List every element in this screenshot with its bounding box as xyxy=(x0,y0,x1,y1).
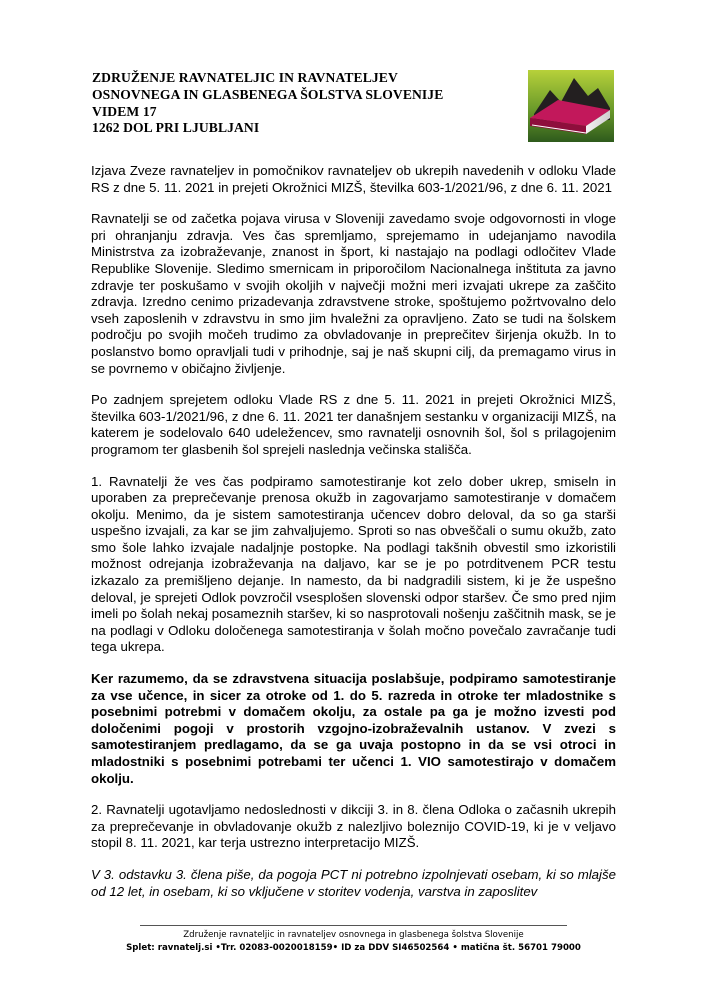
mountain-book-logo-icon xyxy=(528,70,614,142)
point-1-paragraph: 1. Ravnatelji že ves čas podpiramo samotestiranje kot zelo dober ukrep, smiseln in uporaben za preprečevanje prenosa okužb in zagovarjamo samotestiranje v domačem okolju. Menimo, da je sistem samotestiranja učencev dobro deloval, da so ga starši uspešno izvajali, za kar se jim zahvaljujemo. Sproti so nas obveščali o sumu okužb, zato smo šole lahko izvajale nadaljnje postopke. Na podlagi takšnih obvestil smo izkoristili možnost odrejanja izobraževanja na daljavo, kar se je po potrditvenem PCR testu izkazalo za premišljeno dejanje. In namesto, da bi nadgradili sistem, ki je že uspešno deloval, je sprejeti Odlok povzročil vsesplošen slovenski odpor staršev. Če smo pred njim imeli po šolah nekaj posameznih staršev, ki so nasprotovali nošenju zaščitnih mask, se je na podlagi v Odloku določenega samotestiranja v šolah močno povečalo zavračanje tudi tega ukrepa. xyxy=(91,473,616,655)
point-2-paragraph: 2. Ravnatelji ugotavljamo nedoslednosti v dikciji 3. in 8. člena Odloka o začasnih ukrepih za preprečevanje in obvladovanje okužb z nalezljivo boleznijo COVID-19, ki je v veljavo stopil 8. 11. 2021, kar terja ustrezno interpretacijo MIZŠ. xyxy=(91,802,616,851)
italic-quote-paragraph: V 3. odstavku 3. člena piše, da pogoja PCT ni potrebno izpolnjevati osebam, ki so mlajše od 12 let, in osebam, ki so vključene v storitev vodenja, varstva in zaposlitev xyxy=(91,866,616,899)
footer-org-name: Združenje ravnateljic in ravnateljev osnovnega in glasbenega šolstva Slovenije xyxy=(183,930,524,940)
org-address-street: VIDEM 17 xyxy=(92,103,157,119)
org-name-line-1: ZDRUŽENJE RAVNATELJIC IN RAVNATELJEV xyxy=(92,70,398,85)
document-body xyxy=(91,163,616,915)
context-paragraph: Po zadnjem sprejetem odloku Vlade RS z dne 5. 11. 2021 in prejeti Okrožnici MIZŠ, številka 603-1/2021/96, z dne 6. 11. 2021 ter današnjem sestanku v organizaciji MIZŠ, na katerem je sodelovalo 640 udeležencev, smo ravnatelji osnovnih šol, šol s prilagojenim programom ter glasbenih šol sprejeli naslednja večinska stališča. xyxy=(91,392,616,457)
statement-title-paragraph: Izjava Zveze ravnateljev in pomočnikov ravnateljev ob ukrepih navedenih v odloku Vlade RS z dne 5. 11. 2021 in prejeti Okrožnici MIZŠ, številka 603-1/2021/96, z dne 6. 11. 2021 xyxy=(91,163,616,195)
org-address-city: 1262 DOL PRI LJUBLJANI xyxy=(92,120,260,136)
bold-position-paragraph: Ker razumemo, da se zdravstvena situacija poslabšuje, podpiramo samotestiranje za vse učence, in sicer za otroke od 1. do 5. razreda in otroke ter mladostnike s posebnimi potrebmi v domačem okolju, za ostale pa ga je možno izvesti pod določenimi pogoji v prostorih vzgojno-izobraževalnih ustanov. V zvezi s samotestiranjem predlagamo, da se ga uvaja postopno in da se vsi otroci in mladostniki s posebnimi potrebami ter učenci 1. VIO samotestirajo v domačem okolju. xyxy=(91,671,616,786)
org-name-line-2: OSNOVNEGA IN GLASBENEGA ŠOLSTVA SLOVENIJE xyxy=(92,86,444,102)
footer-divider xyxy=(140,925,567,926)
intro-paragraph: Ravnatelji se od začetka pojava virusa v Sloveniji zavedamo svoje odgovornosti in vloge pri ohranjanju zdravja. Ves čas spremljamo, sprejemamo in udejanjamo navodila Ministrstva za izobraževanje, znanost in šport, ki nastajajo na podlagi odločitev Vlade Republike Slovenije. Sledimo smernicam in priporočilom Nacionalnega inštituta za javno zdravje ter poskušamo v svojih okoljih v največji možni meri izvajati ukrepe za zaščito zdravja. Izredno cenimo prizadevanja zdravstvene stroke, spoštujemo požrtvovalno delo vseh zaposlenih v zdravstvu in smo jim hvaležni za opravljeno. Zato se tudi na šolskem področju po svojih močeh trudimo za obvladovanje in preprečitev širjenja okužb. In to poslanstvo bomo opravljali tudi v prihodnje, saj je naš skupni cilj, da premagamo virus in se povrnemo v običajno življenje. xyxy=(91,211,616,376)
footer-contact-details: Splet: ravnatelj.si •Trr. 02083-0020018159• ID za DDV SI46502564 • matična št. 56701 79000 xyxy=(126,943,581,953)
